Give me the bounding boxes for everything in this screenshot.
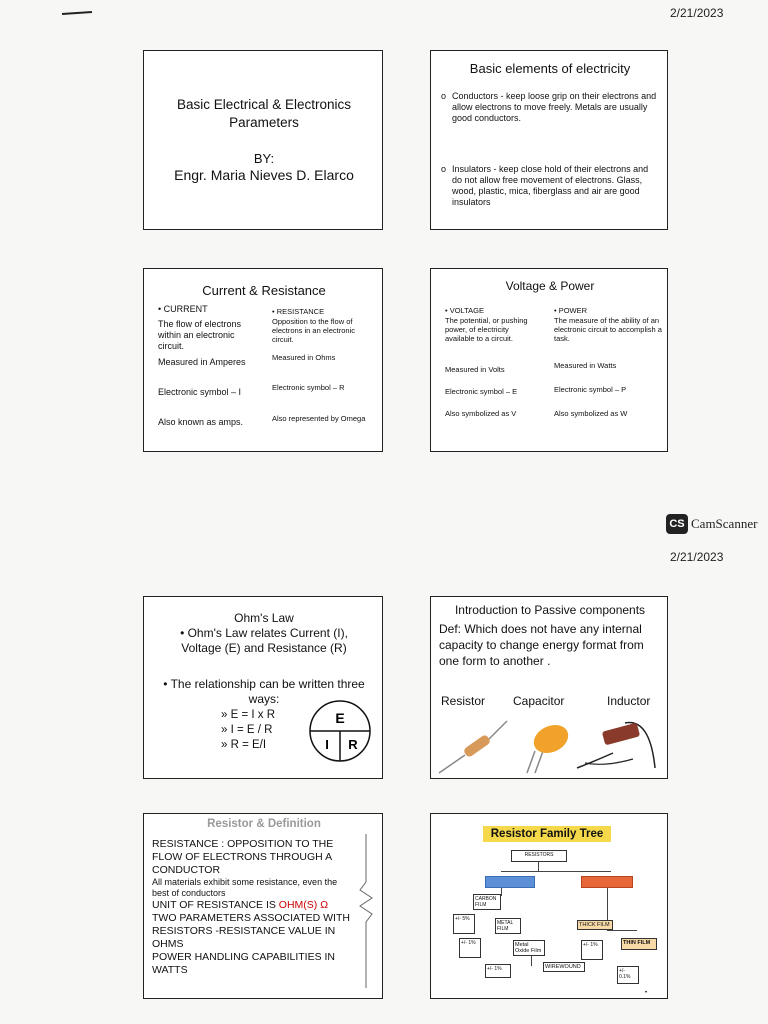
unit-of-resistance-text: [152, 899, 352, 912]
tree-carbon-film: CARBON FILM: [473, 894, 501, 910]
tree-metal-film: METAL FILM: [495, 918, 521, 934]
ohms-highlight: OHM(S) Ω: [278, 899, 329, 911]
resistor-image: [439, 721, 507, 773]
ohms-law-circle: [307, 698, 373, 764]
circle-letter-i: I: [325, 737, 329, 752]
passive-components-images: [435, 713, 665, 777]
tree-metal-oxide-film: Metal Oxide Film: [513, 940, 545, 956]
conductors-text: Conductors - keep loose grip on their electrons and allow electrons to move freely. Metals are usually good conductors.: [452, 91, 657, 123]
voltage-symbol: Electronic symbol – E: [445, 387, 518, 396]
voltage-aka: Also symbolized as V: [445, 409, 517, 418]
power-measured: Measured in Watts: [554, 361, 617, 370]
power-heading: • POWER: [554, 306, 588, 315]
power-symbol: Electronic symbol – P: [554, 385, 627, 394]
current-heading: • CURRENT: [158, 304, 208, 314]
circle-letter-r: R: [348, 737, 358, 752]
tree-connector: [607, 888, 608, 920]
resistance-definition: Opposition to the flow of electrons in an electronic circuit.: [272, 317, 355, 344]
resistor-definition-title: Resistor & Definition: [207, 818, 321, 830]
voltage-measured: Measured in Volts: [445, 365, 505, 374]
resistor-squiggle-decoration: [356, 832, 376, 992]
all-materials-text: All materials exhibit some resistance, even the best of conductors: [152, 877, 338, 898]
capacitor-image: [527, 720, 573, 773]
bullet-marker: o: [441, 164, 447, 174]
tree-connector: [531, 956, 532, 966]
resistance-heading: • RESISTANCE: [272, 307, 325, 316]
slide-resistor-definition: [143, 813, 383, 999]
pen-mark: [62, 11, 92, 15]
family-tree-title: Resistor Family Tree: [483, 826, 611, 842]
scan-date-top: 2/21/2023: [670, 6, 724, 20]
slide-basic-elements: [430, 50, 668, 230]
resistance-definition-text: RESISTANCE : OPPOSITION TO THE FLOW OF ELECTRONS THROUGH A CONDUCTOR: [152, 838, 334, 876]
bullet-marker: o: [441, 91, 447, 101]
slide-voltage-power: [430, 268, 668, 452]
tree-connector: [501, 871, 611, 872]
power-handling-text: POWER HANDLING CAPABILITIES IN WATTS: [152, 951, 336, 976]
resistance-measured: Measured in Ohms: [272, 353, 336, 362]
voltage-heading: • VOLTAGE: [445, 306, 485, 315]
tree-branch-smt: [581, 876, 633, 888]
current-measured: Measured in Amperes: [158, 357, 246, 367]
current-aka: Also known as amps.: [158, 417, 244, 427]
slide-title-line2: Parameters: [229, 115, 299, 130]
slide-title-author: Engr. Maria Nieves D. Elarco: [174, 167, 354, 183]
slide-title-line1: Basic Electrical & Electronics: [176, 97, 352, 112]
power-definition: The measure of the ability of an electronic circuit to accomplish a task.: [554, 316, 662, 343]
passive-components-title: Introduction to Passive components: [454, 603, 646, 617]
ohms-law-line1: • Ohm's Law relates Current (I),: [180, 626, 348, 640]
passive-components-definition: Def: Which does not have any internal capacity to change energy format from one form to another .: [439, 622, 644, 668]
scan-date-middle: 2/21/2023: [670, 550, 724, 564]
tree-tolerance-carbon: +/- 5%: [453, 914, 475, 934]
tree-thin-film: THIN FILM: [621, 938, 657, 950]
slide-current-resistance: [143, 268, 383, 452]
slide-passive-components: [430, 596, 668, 779]
slide-title-by: BY:: [253, 151, 275, 166]
ohms-equation-2: » I = E / R: [221, 724, 273, 736]
resistance-aka: Also represented by Omega: [272, 414, 366, 423]
tree-thick-film: THICK FILM: [577, 920, 613, 930]
ohms-law-title: Ohm's Law: [234, 611, 294, 625]
camscanner-logo: CS: [666, 514, 688, 534]
slide-resistor-family-tree: [430, 813, 668, 999]
unit-of-resistance-label: UNIT OF RESISTANCE IS: [152, 899, 279, 911]
slide-title: [143, 50, 383, 230]
current-symbol: Electronic symbol – I: [158, 387, 242, 397]
tree-tolerance-thick: +/- 1%: [581, 940, 603, 960]
tree-root-resistors: RESISTORS: [511, 850, 567, 862]
current-definition: The flow of electrons within an electronic circuit.: [158, 319, 242, 351]
ohms-law-line4: ways:: [248, 692, 280, 706]
label-capacitor: Capacitor: [513, 694, 565, 708]
slide-basic-elements-title: Basic elements of electricity: [469, 61, 631, 76]
tree-wirewound: WIREWOUND: [543, 962, 585, 972]
tree-tolerance-metal: +/- 1%: [459, 938, 481, 958]
tree-tolerance-wirewound: +/- 1%: [485, 964, 511, 978]
tree-connector: [607, 930, 637, 931]
voltage-definition: The potential, or pushing power, of electricity available to a circuit.: [445, 316, 528, 343]
inductor-image: [577, 723, 655, 768]
slide-current-resistance-title: Current & Resistance: [202, 283, 326, 298]
slide-ohms-law: [143, 596, 383, 779]
ohms-law-line2: Voltage (E) and Resistance (R): [181, 641, 347, 655]
insulators-text: Insulators - keep close hold of their electrons and do not allow free movement of electrons. Glass, wood, plastic, mica, fiberglass and air are good insulators: [452, 164, 649, 207]
slide-dot: •: [645, 990, 648, 996]
ohms-equation-1: » E = I x R: [221, 709, 276, 721]
label-resistor: Resistor: [441, 694, 486, 708]
tree-tolerance-thin: +/- 0.1%: [617, 966, 639, 984]
resistance-symbol: Electronic symbol – R: [272, 383, 345, 392]
slide-voltage-power-title: Voltage & Power: [505, 279, 595, 293]
circle-letter-e: E: [335, 710, 345, 726]
tree-branch-leaded: [485, 876, 535, 888]
camscanner-label: CamScanner: [691, 516, 758, 531]
ohms-law-line3: • The relationship can be written three: [163, 677, 365, 691]
two-parameters-text: TWO PARAMETERS ASSOCIATED WITH RESISTORS -RESISTANCE VALUE IN OHMS: [152, 912, 350, 950]
label-inductor: Inductor: [607, 694, 651, 708]
tree-connector: [501, 888, 502, 896]
ohms-equation-3: » R = E/I: [221, 739, 267, 751]
power-aka: Also symbolized as W: [554, 409, 628, 418]
